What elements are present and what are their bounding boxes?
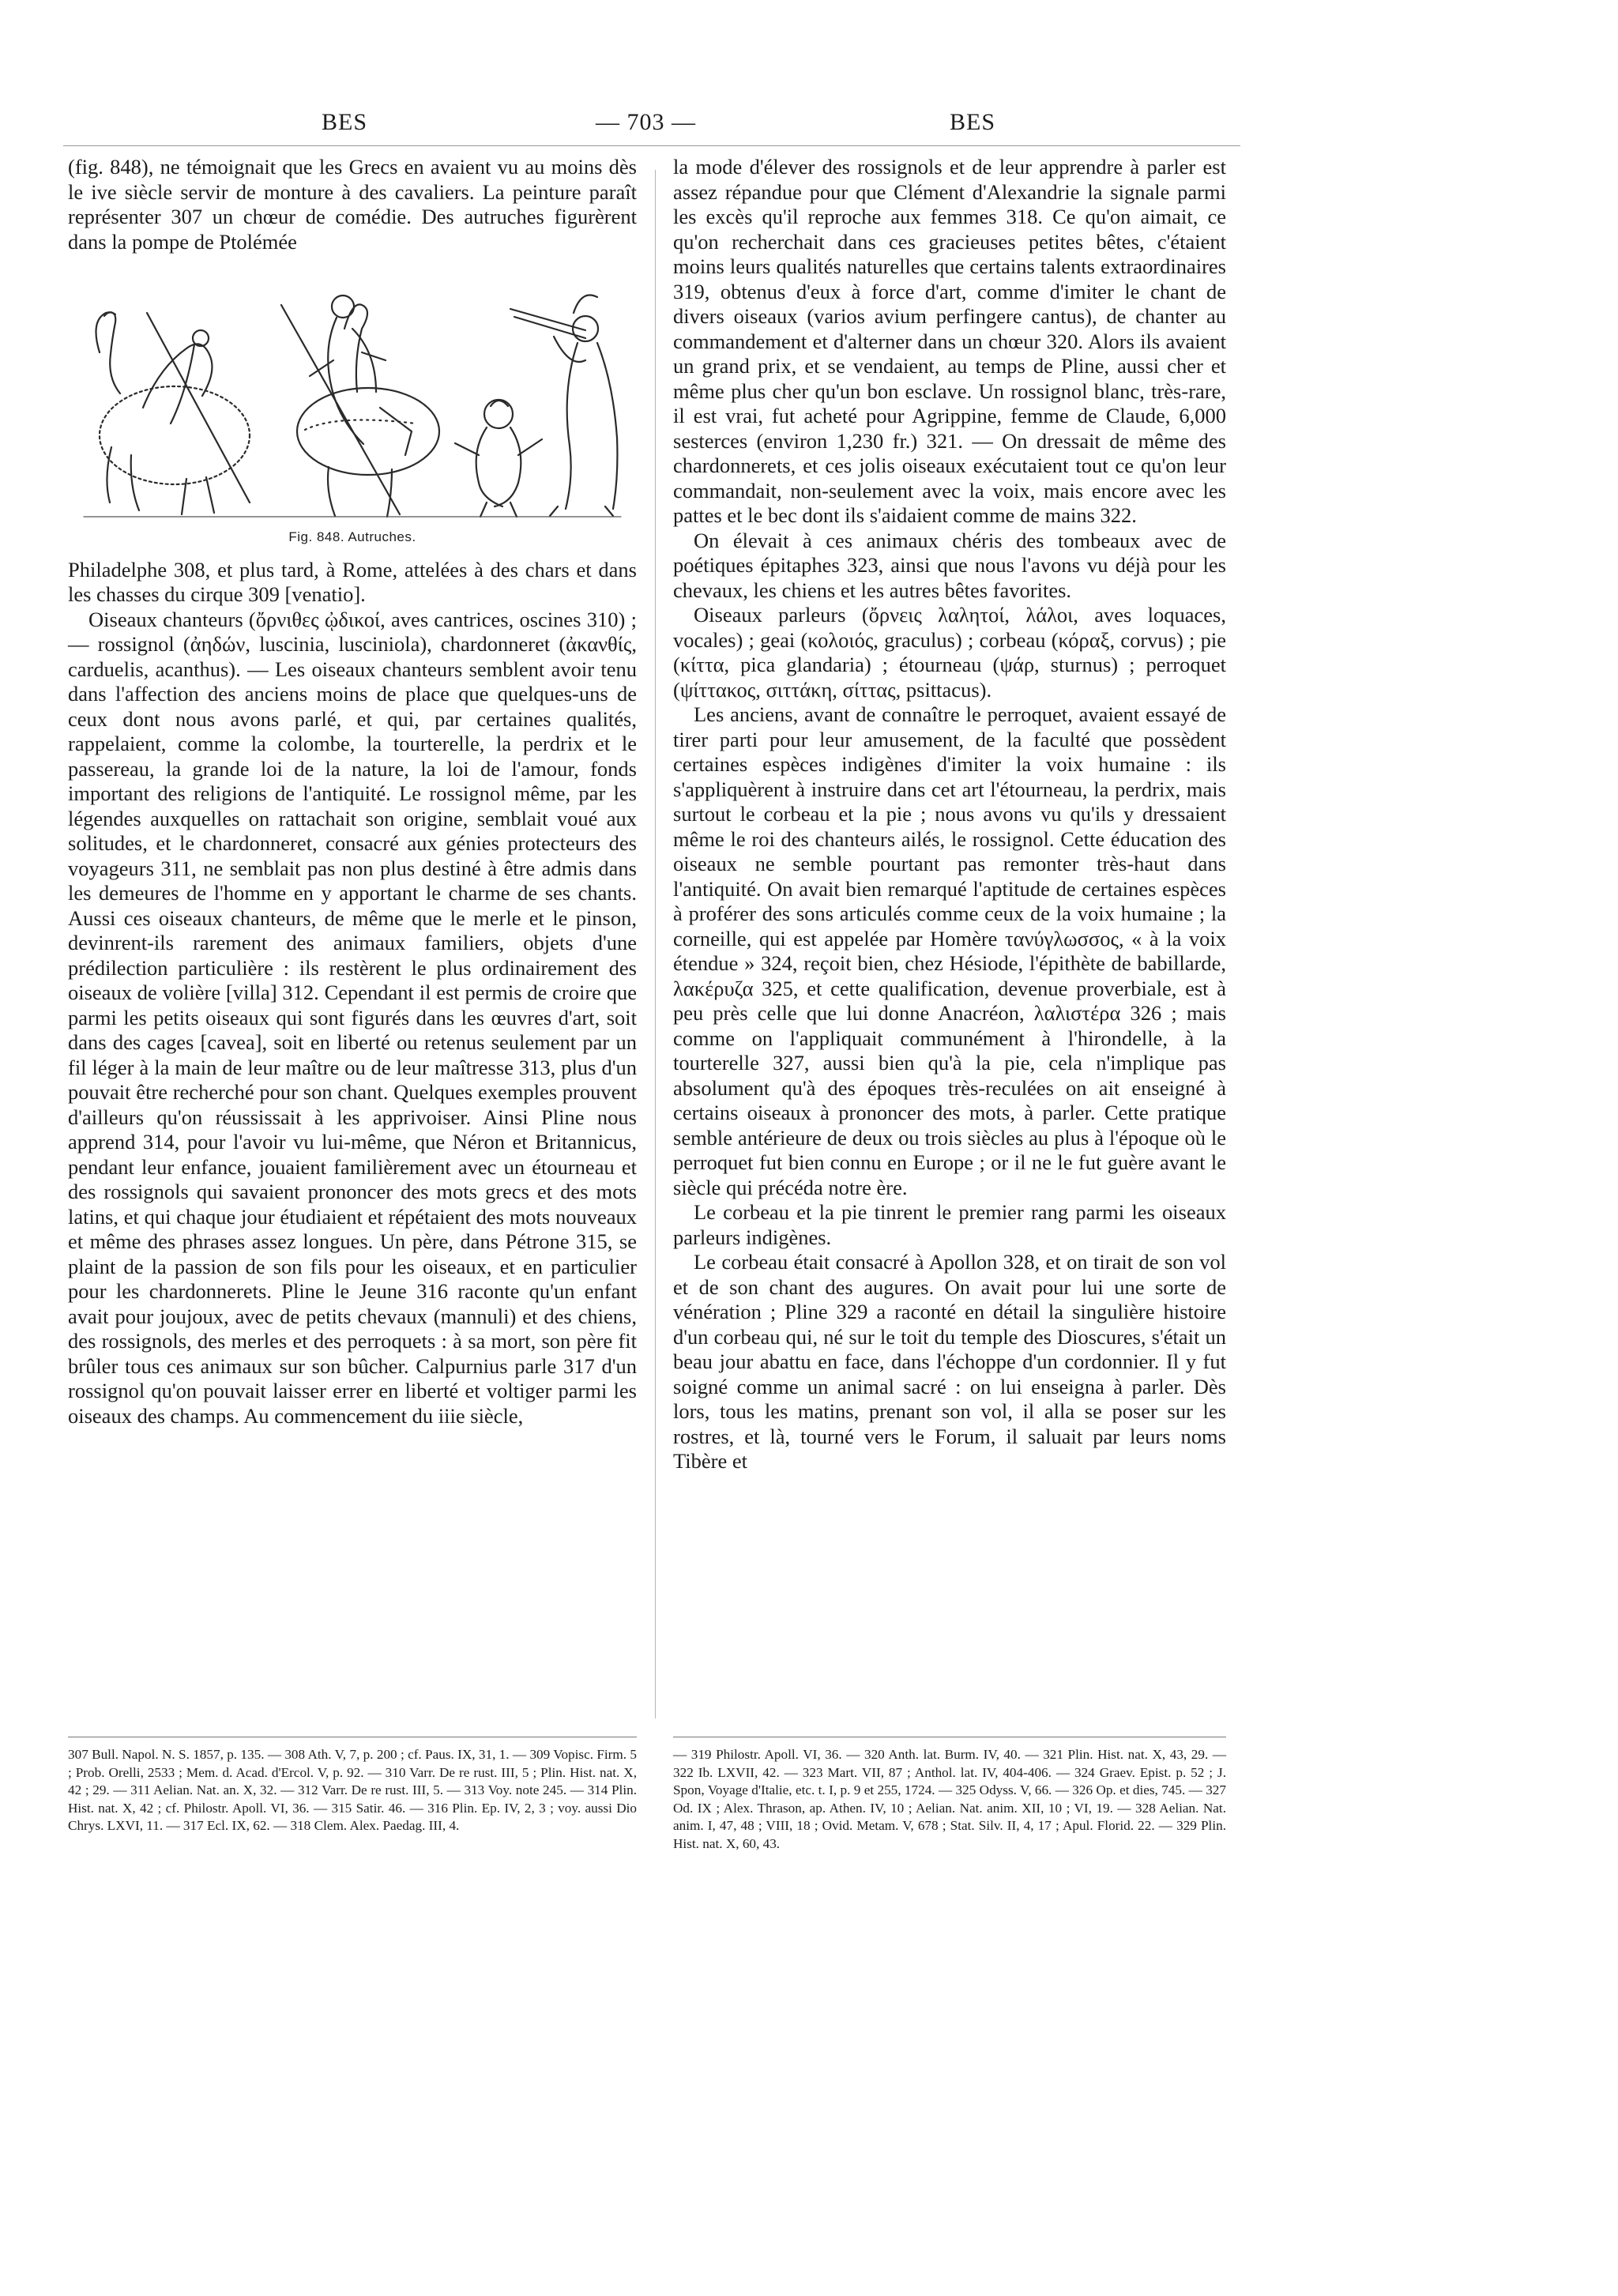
- running-header: [65, 109, 1250, 141]
- column-divider: [655, 170, 656, 1718]
- left-paragraph-3: Oiseaux chanteurs (ὄρνιθες ᾠδικοί, aves cantrices, oscines 310) ; — rossignol (ἀηδών, luscinia, lusciniola), chardonneret (ἀκανθίς, carduelis, acanthus). — Les oiseaux chanteurs semblent avoir tenu dans l'affection des anciens moins de place que quelques-uns de ceux dont nous avons parlé, et qui, par certaines qualités, rappelaient, comme la colombe, la tourterelle, la perdrix et le passereau, la grande loi de la nature, la loi de l'amour, fonds important des religions de l'antiquité. Le rossignol même, par les légendes auxquelles on rattachait son origine, semblait voué aux solitudes, et le chardonneret, consacré aux génies protecteurs des voyageurs 311, ne semblait pas non plus destiné à être admis dans les demeures de l'homme en y apportant le charme de ses chants. Aussi ces oiseaux chanteurs, de même que le merle et le pinson, devinrent-ils rarement des animaux familiers, objets d'une prédilection particulière : ils restèrent le plus ordinairement des oiseaux de volière [villa] 312. Cependant il est permis de croire que parmi les petits oiseaux qui sont figurés dans les œuvres d'art, soit dans des cages [cavea], soit en liberté ou retenus seulement par un fil léger à la main de leur maître ou de leur maîtresse 313, plus d'un pouvait être recherché pour son chant. Quelques exemples prouvent d'ailleurs qu'on réussissait à les apprivoiser. Ainsi Pline nous apprend 314, pour l'avoir vu lui-même, que Néron et Britannicus, pendant leur enfance, jouaient familièrement avec un étourneau et des rossignols qui savaient prononcer des mots grecs et des mots latins, et qui chaque jour étudiaient et répétaient des mots nouveaux et même des phrases assez longues. Un père, dans Pétrone 315, se plaint de la passion de son fils pour les oiseaux, et en particulier pour les chardonnerets. Pline le Jeune 316 raconte qu'un enfant avait pour joujoux, avec de petits chevaux (mannuli) et des chiens, des rossignols, des merles et des perroquets : à sa mort, son père fit brûler tous ces animaux sur son bûcher. Calpurnius parle 317 d'un rossignol qu'on pouvait laisser errer en liberté et voltiger parmi les oiseaux des champs. Au commencement du iiie siècle,: [68, 607, 637, 1428]
- figure-848: [68, 265, 637, 520]
- right-column: [673, 155, 1226, 1474]
- page-number: — 703 —: [596, 109, 696, 135]
- right-paragraph-3: Oiseaux parleurs (ὄρνεις λαλητοί, λάλοι, aves loquaces, vocales) ; geai (κολοιός, graculus) ; corbeau (κόραξ, corvus) ; pie (κίττα, pica glandaria) ; étourneau (ψάρ, sturnus) ; perroquet (ψίττακος, σιττάκη, σίττας, psittacus).: [673, 603, 1226, 702]
- figure-caption: Fig. 848. Autruches.: [288, 529, 416, 544]
- left-paragraph-2: Philadelphe 308, et plus tard, à Rome, attelées à des chars et dans les chasses du cirque 309 [venatio].: [68, 557, 637, 606]
- right-paragraph-4: Les anciens, avant de connaître le perroquet, avaient essayé de tirer parti pour leur amusement, de la faculté que possèdent certaines espèces indigènes d'imiter la voix humaine : ils s'appliquèrent à instruire dans cet art l'étourneau, la perdrix, mais surtout le corbeau et la pie ; nous avons vu qu'ils y dressaient même le roi des chanteurs ailés, le rossignol. Cette éducation des oiseaux ne semble pourtant pas remonter très-haut dans l'antiquité. On avait bien remarqué l'aptitude de certaines espèces à proférer des sons articulés comme ceux de la voix humaine ; la corneille, qui est appelée par Homère τανύγλωσσος, « à la voix étendue » 324, reçoit bien, chez Hésiode, l'épithète de babillarde, λακέρυζα 325, et cette qualification, devenue proverbiale, est à peu près celle que lui donne Anacréon, λαλιστέρα 326 ; mais comme on l'appliquait communément à l'hirondelle, à la tourterelle 327, aussi bien qu'à la pie, cela n'implique pas absolument qu'à des époques très-reculées on ait enseigné à certains oiseaux à prononcer des mots, à parler. Cette pratique semble antérieure de deux ou trois siècles au plus à l'époque où le perroquet fut bien connu en Europe ; or il ne le fut guère avant le siècle qui précéda notre ère.: [673, 702, 1226, 1199]
- right-paragraph-5: Le corbeau et la pie tinrent le premier rang parmi les oiseaux parleurs indigènes.: [673, 1200, 1226, 1249]
- left-column: [68, 155, 637, 1428]
- header-right-word: BES: [950, 109, 996, 135]
- right-paragraph-2: On élevait à ces animaux chéris des tombeaux avec de poétiques épitaphes 323, ainsi que nous l'avons vu déjà pour les chevaux, les chiens et les autres bêtes favorites.: [673, 528, 1226, 602]
- right-paragraph-6: Le corbeau était consacré à Apollon 328, et on tirait de son vol et de son chant des augures. On avait pour lui une sorte de vénération ; Pline 329 a raconté en détail la singulière histoire d'un corbeau qui, né sur le toit du temple des Dioscures, s'était un beau jour abattu en face, dans l'échoppe d'un cordonnier. Il y fut soigné comme un animal sacré : on lui enseigna à parler. Dès lors, tous les matins, prenant son vol, il alla se poser sur les rostres, et là, tourné vers le Forum, il saluait par leurs noms Tibère et: [673, 1250, 1226, 1473]
- left-paragraph-1: (fig. 848), ne témoignait que les Grecs en avaient vu au moins dès le ive siècle servir de monture à des cavaliers. La peinture paraît représenter 307 un chœur de comédie. Des autruches figurèrent dans la pompe de Ptolémée: [68, 155, 637, 254]
- right-paragraph-1: la mode d'élever des rossignols et de leur apprendre à parler est assez répandue pour que Clément d'Alexandrie la signale parmi les excès qu'il reproche aux femmes 318. Ce qu'on aimait, ce qu'on recherchait dans ces gracieuses petites bêtes, c'étaient moins leurs qualités naturelles que certains talents extraordinaires 319, obtenus d'eux à force d'art, comme d'imiter le chant de divers oiseaux (varios avium perfingere cantus), de chanter au commandement et d'alterner dans un chœur 320. Alors ils avaient un grand prix, et se vendaient, au temps de Pline, aussi cher et même plus cher qu'un bon esclave. Un rossignol blanc, très-rare, il est vrai, fut acheté pour Agrippine, femme de Claude, 6,000 sesterces (environ 1,230 fr.) 321. — On dressait de même des chardonnerets, et ces jolis oiseaux exécutaient tout ce qu'on leur commandait, non-seulement avec la voix, mais encore avec les pattes et le bec dont ils s'aidaient comme de mains 322.: [673, 155, 1226, 527]
- header-left-word: BES: [322, 109, 368, 135]
- header-rule: [63, 145, 1240, 146]
- footnotes-left: 307 Bull. Napol. N. S. 1857, p. 135. — 308 Ath. V, 7, p. 200 ; cf. Paus. IX, 31, 1. — 309 Vopisc. Firm. 5 ; Prob. Orelli, 2533 ; Mem. d. Acad. d'Ercol. V, p. 92. — 310 Varr. De re rust. III, 5 ; Plin. Hist. nat. X, 42 ; 29. — 311 Aelian. Nat. an. X, 32. — 312 Varr. De re rust. III, 5. — 313 Voy. note 245. — 314 Plin. Hist. nat. X, 42 ; cf. Philostr. Apoll. VI, 36. — 315 Satir. 46. — 316 Plin. Ep. IV, 2, 3 ; voy. aussi Dio Chrys. LXVI, 11. — 317 Ecl. IX, 62. — 318 Clem. Alex. Paedag. III, 4.: [68, 1747, 637, 1833]
- footnotes-right: — 319 Philostr. Apoll. VI, 36. — 320 Anth. lat. Burm. IV, 40. — 321 Plin. Hist. nat. X, 43, 29. — 322 Ib. LXVII, 42. — 323 Mart. VII, 87 ; Anthol. lat. IV, 404-406. — 324 Graev. Epist. p. 52 ; J. Spon, Voyage d'Italie, etc. t. I, p. 9 et 255, 1724. — 325 Odyss. V, 66. — 326 Op. et dies, 745. — 327 Od. IX ; Alex. Thrason, ap. Athen. IV, 10 ; Aelian. Nat. anim. XII, 10 ; VI, 19. — 328 Aelian. Nat. anim. I, 47, 48 ; VIII, 18 ; Ovid. Metam. V, 678 ; Stat. Silv. II, 4, 17 ; Apul. Florid. 22. — 329 Plin. Hist. nat. X, 60, 43.: [673, 1747, 1226, 1851]
- ostrich-illustration: [68, 265, 637, 520]
